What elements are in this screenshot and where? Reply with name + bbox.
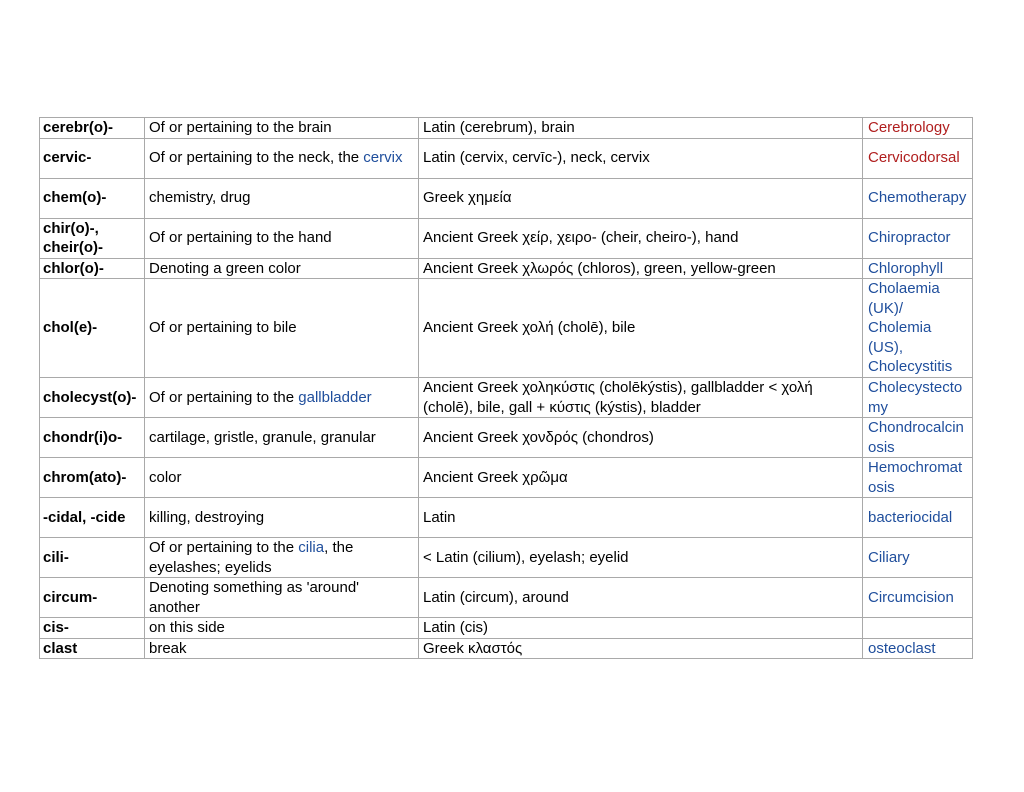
origin-cell: Latin (cerebrum), brain <box>419 118 863 139</box>
prefix-cell: cervic- <box>40 138 145 178</box>
prefix-cell: -cidal, -cide <box>40 498 145 538</box>
meaning-text: chemistry, drug <box>149 189 251 207</box>
example-link[interactable]: bacteriocidal <box>868 508 953 526</box>
origin-cell: Ancient Greek χολή (cholē), bile <box>419 279 863 378</box>
origin-cell: Ancient Greek χονδρός (chondros) <box>419 418 863 458</box>
prefix-cell: cili- <box>40 538 145 578</box>
origin-cell: Greek κλαστός <box>419 638 863 659</box>
origin-cell: Latin (cis) <box>419 618 863 639</box>
meaning-text: Denoting something as 'around' another <box>149 579 360 616</box>
example-cell <box>863 618 973 639</box>
prefix-cell: cis- <box>40 618 145 639</box>
table-row <box>40 218 973 258</box>
table-row <box>40 538 973 578</box>
meaning-cell <box>145 538 419 578</box>
example-link[interactable]: Cholecystectomy <box>868 379 963 416</box>
origin-cell: Latin <box>419 498 863 538</box>
meaning-text: cartilage, gristle, granule, granular <box>149 428 376 446</box>
meaning-text: Of or pertaining to the <box>149 539 299 556</box>
table-row <box>40 138 973 178</box>
meaning-cell <box>145 378 419 418</box>
origin-cell: Latin (circum), around <box>419 578 863 618</box>
meaning-text: Of or pertaining to the <box>149 388 299 406</box>
meaning-link[interactable]: gallbladder <box>298 388 372 406</box>
example-cell <box>863 578 973 618</box>
meaning-cell <box>145 279 419 378</box>
meaning-text: Of or pertaining to the hand <box>149 229 332 247</box>
example-link[interactable]: Chondrocalcinosis <box>868 419 964 456</box>
prefix-cell: chondr(i)o- <box>40 418 145 458</box>
meaning-text: on this side <box>149 619 225 636</box>
table-row <box>40 258 973 279</box>
meaning-cell <box>145 138 419 178</box>
example-link[interactable]: Ciliary <box>868 548 910 566</box>
example-cell <box>863 178 973 218</box>
origin-cell: Greek χημεία <box>419 178 863 218</box>
example-cell <box>863 458 973 498</box>
meaning-link[interactable]: cilia <box>298 539 325 556</box>
meaning-cell <box>145 418 419 458</box>
meaning-cell <box>145 618 419 639</box>
meaning-link[interactable]: cervix <box>363 149 403 167</box>
example-cell <box>863 638 973 659</box>
meaning-cell <box>145 458 419 498</box>
origin-cell: Ancient Greek χοληκύστις (cholēkýstis), gallbladder < χολή (cholē), bile, gall + κύστις (kýstis), bladder <box>419 378 863 418</box>
table-row <box>40 458 973 498</box>
example-cell <box>863 418 973 458</box>
example-cell <box>863 138 973 178</box>
example-cell <box>863 258 973 279</box>
example-link[interactable]: osteoclast <box>868 639 936 657</box>
prefix-cell: clast <box>40 638 145 659</box>
table-row <box>40 578 973 618</box>
prefix-cell: chem(o)- <box>40 178 145 218</box>
example-link[interactable]: Cerebrology <box>868 119 950 136</box>
table-row <box>40 279 973 378</box>
meaning-text: killing, destroying <box>149 508 265 526</box>
example-cell <box>863 279 973 378</box>
example-cell <box>863 118 973 139</box>
meaning-text: Of or pertaining to the neck, the <box>149 149 364 167</box>
prefix-table <box>39 117 973 659</box>
meaning-cell <box>145 258 419 279</box>
meaning-cell <box>145 638 419 659</box>
example-link[interactable]: Cholemia (US), Cholecystitis <box>868 319 953 376</box>
example-link[interactable]: Cervicodorsal <box>868 149 960 167</box>
meaning-cell <box>145 178 419 218</box>
meaning-text: color <box>149 468 182 486</box>
example-link[interactable]: Cholaemia (UK)/ <box>868 280 940 317</box>
example-link[interactable]: Circumcision <box>868 588 954 606</box>
origin-cell: Ancient Greek χείρ, χειρο- (cheir, cheiro-), hand <box>419 218 863 258</box>
meaning-cell <box>145 118 419 139</box>
example-cell <box>863 498 973 538</box>
table-row <box>40 118 973 139</box>
prefix-cell: chlor(o)- <box>40 258 145 279</box>
meaning-text: , the eyelashes; eyelids <box>149 539 354 576</box>
example-cell <box>863 378 973 418</box>
example-link[interactable]: Chemotherapy <box>868 189 967 207</box>
origin-cell: < Latin (cilium), eyelash; eyelid <box>419 538 863 578</box>
table-row <box>40 498 973 538</box>
meaning-text: break <box>149 639 187 657</box>
prefix-cell: circum- <box>40 578 145 618</box>
table-row <box>40 638 973 659</box>
origin-cell: Ancient Greek χλωρός (chloros), green, yellow-green <box>419 258 863 279</box>
meaning-cell <box>145 498 419 538</box>
table-row <box>40 618 973 639</box>
origin-cell: Latin (cervix, cervīc-), neck, cervix <box>419 138 863 178</box>
prefix-cell: cholecyst(o)- <box>40 378 145 418</box>
meaning-cell <box>145 218 419 258</box>
meaning-text: Denoting a green color <box>149 259 301 277</box>
example-cell <box>863 538 973 578</box>
example-cell <box>863 218 973 258</box>
meaning-text: Of or pertaining to bile <box>149 319 297 337</box>
prefix-cell: cerebr(o)- <box>40 118 145 139</box>
example-link[interactable]: Chiropractor <box>868 229 951 247</box>
table-body <box>40 118 973 659</box>
prefix-cell: chrom(ato)- <box>40 458 145 498</box>
example-link[interactable]: Hemochromatosis <box>868 459 963 496</box>
prefix-cell: chir(o)-, cheir(o)- <box>40 218 145 258</box>
table-row <box>40 178 973 218</box>
prefix-cell: chol(e)- <box>40 279 145 378</box>
example-link[interactable]: Chlorophyll <box>868 259 944 277</box>
meaning-cell <box>145 578 419 618</box>
meaning-text: Of or pertaining to the brain <box>149 119 332 136</box>
table-row <box>40 418 973 458</box>
origin-cell: Ancient Greek χρῶμα <box>419 458 863 498</box>
table-row <box>40 378 973 418</box>
